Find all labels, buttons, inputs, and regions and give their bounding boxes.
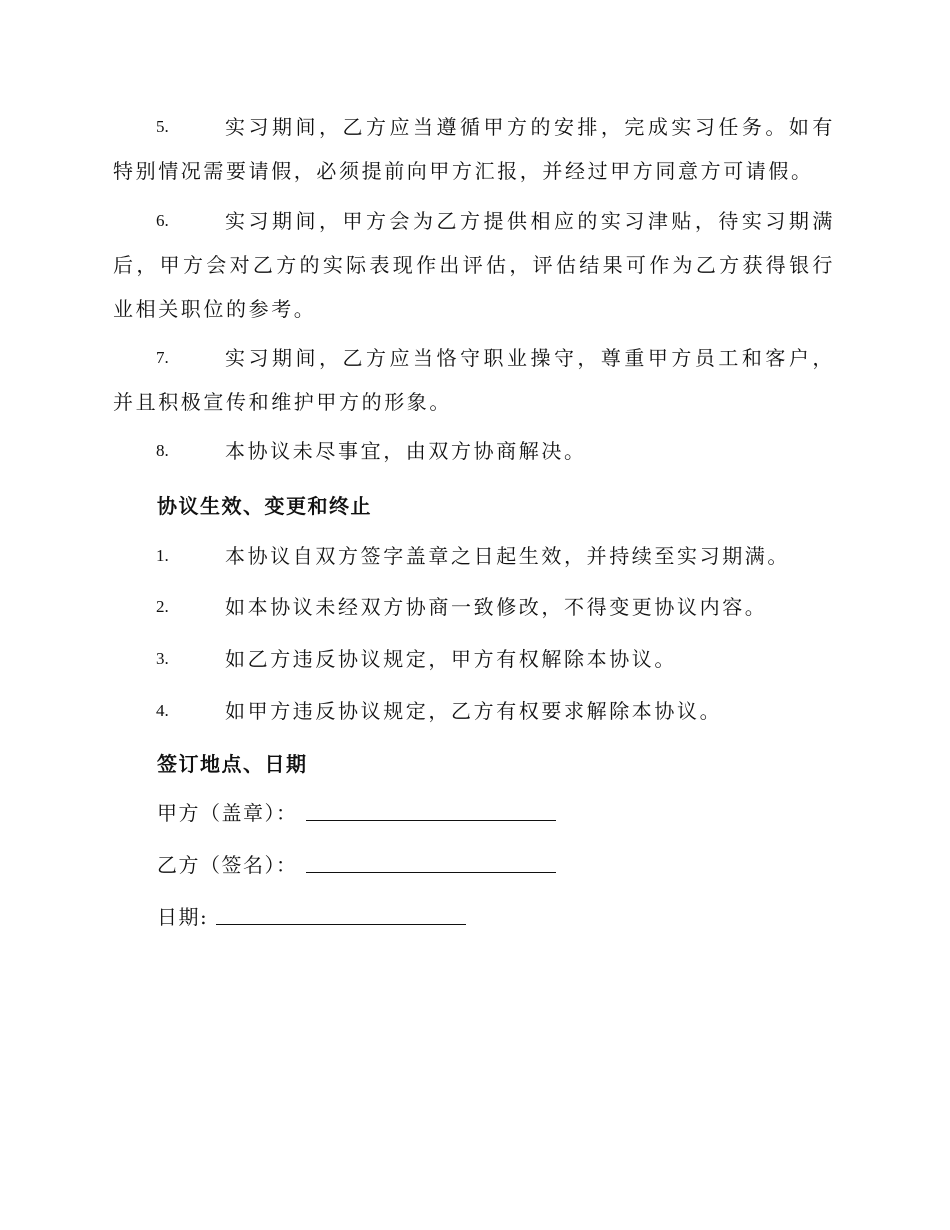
- item-text: 本协议自双方签字盖章之日起生效，并持续至实习期满。: [225, 544, 790, 568]
- clause-text: 实习期间，乙方应当恪守职业操守，尊重甲方员工和客户，并且积极宣传和维护甲方的形象。: [113, 346, 835, 414]
- section-heading-effect: 协议生效、变更和终止: [157, 494, 372, 518]
- clause-text: 实习期间，甲方会为乙方提供相应的实习津贴，待实习期满后，甲方会对乙方的实际表现作出评估，评估结果可作为乙方获得银行业相关职位的参考。: [113, 209, 835, 321]
- party-b-signature-line: [306, 850, 556, 873]
- clause-text: 实习期间，乙方应当遵循甲方的安排，完成实习任务。如有特别情况需要请假，必须提前向甲方汇报，并经过甲方同意方可请假。: [113, 115, 835, 183]
- clause-6: [113, 199, 835, 331]
- item-text: 如乙方违反协议规定，甲方有权解除本协议。: [225, 647, 677, 671]
- effect-item-2: [113, 585, 835, 629]
- clause-number: 7.: [156, 348, 169, 367]
- clause-7: [113, 336, 835, 424]
- item-number: 1.: [156, 546, 169, 565]
- party-a-label: 甲方（盖章）：: [157, 801, 298, 825]
- clause-number: 5.: [156, 117, 169, 136]
- clause-5: [113, 105, 835, 193]
- item-text: 如甲方违反协议规定，乙方有权要求解除本协议。: [225, 699, 723, 723]
- clause-text: 本协议未尽事宜，由双方协商解决。: [225, 439, 587, 463]
- section-heading-signing: 签订地点、日期: [157, 752, 308, 776]
- effect-item-4: [113, 689, 835, 733]
- party-b-signature-row: [157, 850, 556, 880]
- item-text: 如本协议未经双方协商一致修改，不得变更协议内容。: [225, 595, 768, 619]
- item-number: 2.: [156, 597, 169, 616]
- clause-number: 6.: [156, 211, 169, 230]
- item-number: 4.: [156, 701, 169, 720]
- effect-item-3: [113, 637, 835, 681]
- date-line: [216, 902, 466, 925]
- item-number: 3.: [156, 649, 169, 668]
- date-label: 日期:: [157, 905, 209, 929]
- party-a-signature-row: [157, 798, 556, 828]
- party-b-label: 乙方（签名）：: [157, 853, 298, 877]
- clause-8: [113, 429, 835, 473]
- party-a-signature-line: [306, 798, 556, 821]
- date-row: [157, 902, 466, 932]
- effect-item-1: [113, 534, 835, 578]
- clause-number: 8.: [156, 441, 169, 460]
